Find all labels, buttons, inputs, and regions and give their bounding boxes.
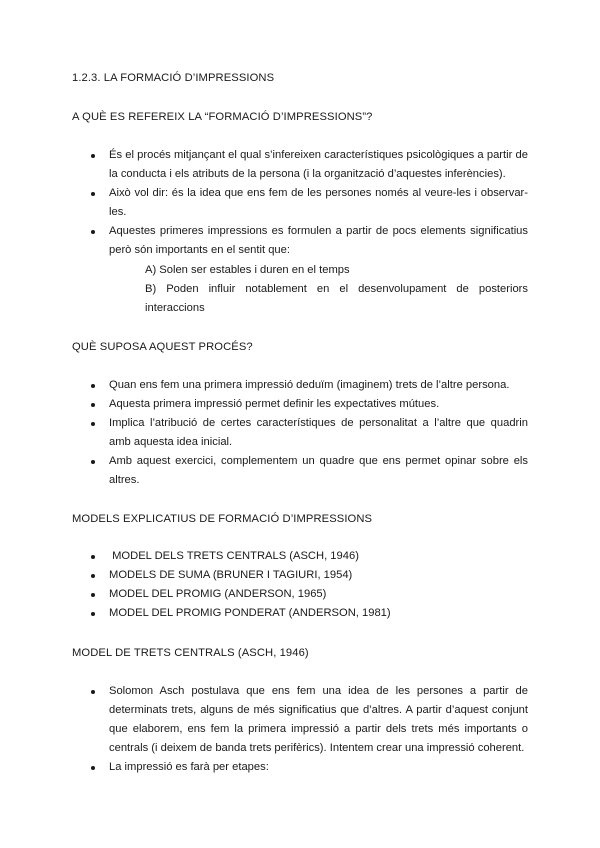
bullet-dot-icon bbox=[91, 230, 95, 234]
asch-bullet-list bbox=[0, 682, 600, 777]
subitem-b: B) Poden influir notablement en el desenvolupament de posteriors interaccions bbox=[145, 283, 528, 314]
list-item-text: Aquestes primeres impressions es formulen a partir de pocs elements significatius però són importants en el sentit que: bbox=[109, 225, 528, 256]
list-item-text: La impressió es farà per etapes: bbox=[109, 761, 269, 773]
bullet-dot-icon bbox=[91, 384, 95, 388]
list-item bbox=[0, 682, 528, 758]
list-item-text: MODEL DEL PROMIG (ANDERSON, 1965) bbox=[109, 588, 327, 600]
heading-asch: MODEL DE TRETS CENTRALS (ASCH, 1946) bbox=[72, 647, 309, 659]
models-bullet-list bbox=[0, 547, 600, 623]
q1-bullet-list bbox=[0, 146, 600, 260]
bullet-dot-icon bbox=[91, 612, 95, 616]
list-item bbox=[0, 395, 528, 414]
list-item bbox=[0, 547, 528, 566]
bullet-dot-icon bbox=[91, 593, 95, 597]
bullet-dot-icon bbox=[91, 690, 95, 694]
list-item bbox=[0, 585, 528, 604]
list-item bbox=[0, 758, 528, 777]
heading-q2: QUÈ SUPOSA AQUEST PROCÉS? bbox=[72, 341, 253, 353]
section-title: 1.2.3. LA FORMACIÓ D’IMPRESSIONS bbox=[72, 72, 275, 84]
list-item bbox=[0, 146, 528, 184]
bullet-dot-icon bbox=[91, 460, 95, 464]
list-item bbox=[0, 566, 528, 585]
bullet-dot-icon bbox=[91, 766, 95, 770]
list-item-text: Això vol dir: és la idea que ens fem de les persones només al veure-les i observar-les. bbox=[109, 187, 528, 218]
list-item bbox=[0, 222, 528, 260]
bullet-dot-icon bbox=[91, 574, 95, 578]
q2-bullet-list bbox=[0, 376, 600, 490]
bullet-dot-icon bbox=[91, 154, 95, 158]
list-item-text: MODELS DE SUMA (BRUNER I TAGIURI, 1954) bbox=[109, 569, 353, 581]
bullet-dot-icon bbox=[91, 555, 95, 559]
list-item bbox=[0, 452, 528, 490]
list-item-text: MODEL DELS TRETS CENTRALS (ASCH, 1946) bbox=[109, 550, 359, 562]
list-item-text: MODEL DEL PROMIG PONDERAT (ANDERSON, 1981) bbox=[109, 607, 391, 619]
subitem-a: A) Solen ser estables i duren en el temps bbox=[145, 264, 350, 276]
list-item-text: Quan ens fem una primera impressió deduïm (imaginem) trets de l’altre persona. bbox=[109, 379, 510, 391]
list-item-text: És el procés mitjançant el qual s’infereixen característiques psicològiques a partir de la conducta i els atributs de la persona (i la organització d’aquestes inferències). bbox=[109, 149, 528, 180]
bullet-dot-icon bbox=[91, 422, 95, 426]
list-item bbox=[0, 414, 528, 452]
list-item-text: Solomon Asch postulava que ens fem una idea de les persones a partir de determinats trets, alguns de més significatius que d’altres. A partir d’aquest conjunt que elaborem, ens fem la primera impressió a partir dels trets més importants o centrals (i deixem de banda trets perifèrics). Intentem crear una impressió coherent. bbox=[109, 685, 528, 754]
list-item bbox=[0, 604, 528, 623]
heading-q1: A QUÈ ES REFEREIX LA “FORMACIÓ D’IMPRESSIONS”? bbox=[72, 111, 373, 123]
heading-models: MODELS EXPLICATIUS DE FORMACIÓ D’IMPRESSIONS bbox=[72, 513, 373, 525]
list-item-text: Aquesta primera impressió permet definir les expectatives mútues. bbox=[109, 398, 440, 410]
list-item bbox=[0, 184, 528, 222]
bullet-dot-icon bbox=[91, 403, 95, 407]
list-item-text: Implica l’atribució de certes característiques de personalitat a l’altre que quadrin amb aquesta idea inicial. bbox=[109, 417, 528, 448]
list-item bbox=[0, 376, 528, 395]
list-item-text: Amb aquest exercici, complementem un quadre que ens permet opinar sobre els altres. bbox=[109, 455, 528, 486]
bullet-dot-icon bbox=[91, 192, 95, 196]
